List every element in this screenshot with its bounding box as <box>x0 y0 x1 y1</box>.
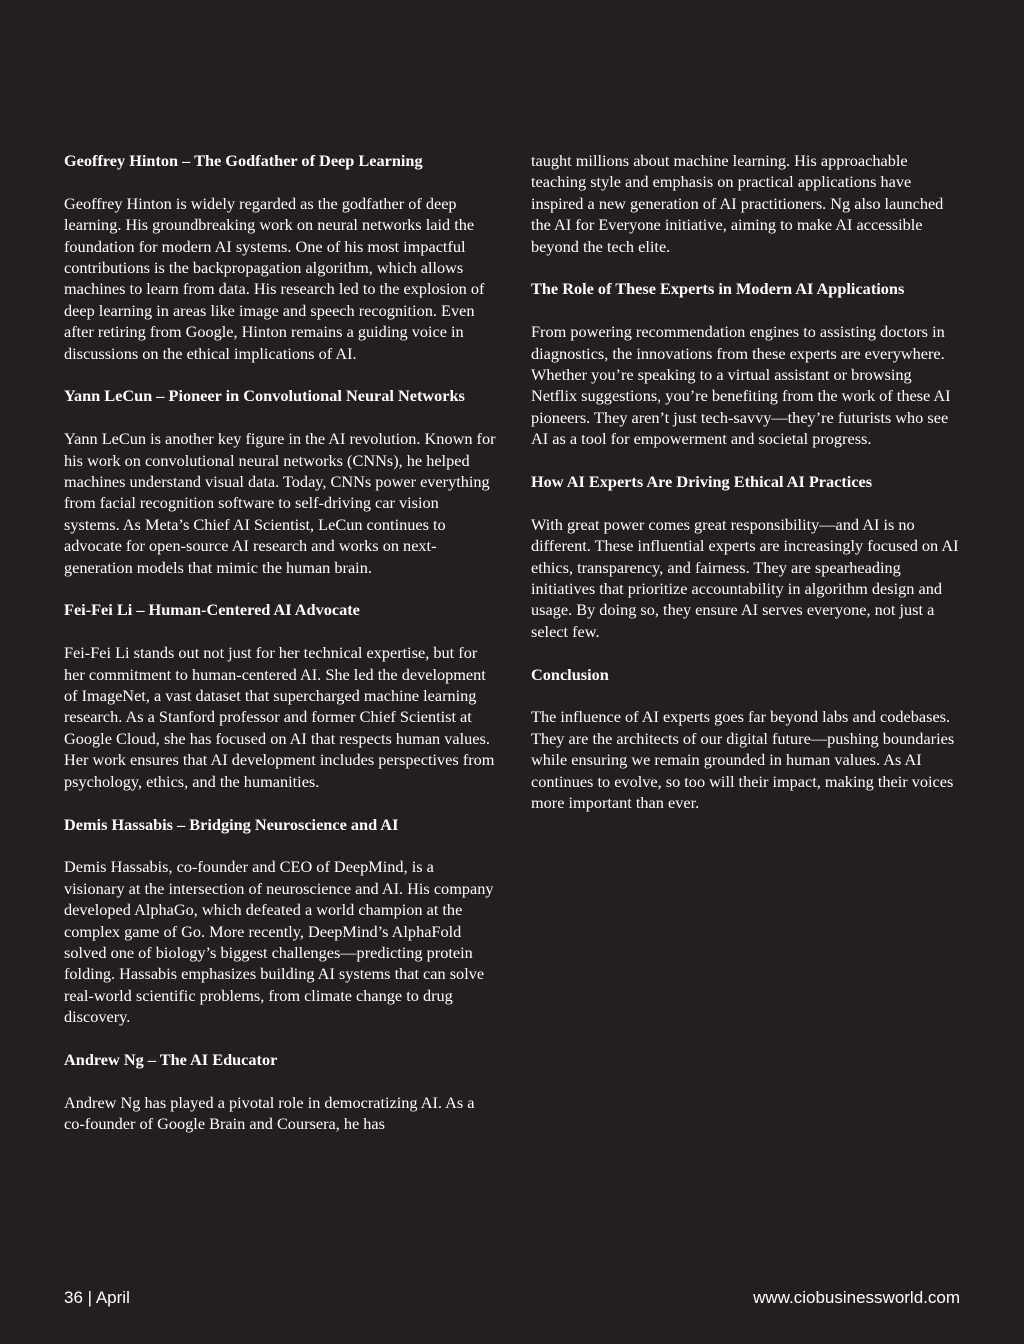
right-column <box>531 150 959 835</box>
section-body-andrew-ng: Andrew Ng has played a pivotal role in democratizing AI. As a co-founder of Google Brain and Coursera, he has <box>64 1092 475 1134</box>
section-heading-conclusion: Conclusion <box>531 664 609 684</box>
section-heading-role-of-experts: The Role of These Experts in Modern AI Applications <box>531 279 905 299</box>
left-column <box>64 150 496 1156</box>
section-body-role-of-experts: From powering recommendation engines to assisting doctors in diagnostics, the innovations from these experts are everywhere. Whether you’re speaking to a virtual assistant or browsing Netflix suggestions, you’re benefiting from the work of these AI pioneers. They aren’t just tech-savvy—they’re futurists who see AI as a tool for empowerment and societal progress. <box>531 322 951 449</box>
section-heading-ethical-ai: How AI Experts Are Driving Ethical AI Practices <box>531 472 873 492</box>
section-heading-andrew-ng: Andrew Ng – The AI Educator <box>64 1049 278 1069</box>
section-heading-lecun: Yann LeCun – Pioneer in Convolutional Neural Networks <box>64 386 465 406</box>
page-number-label: 36 | April <box>64 1288 130 1307</box>
section-heading-feifei-li: Fei-Fei Li – Human-Centered AI Advocate <box>64 600 360 620</box>
section-body-ethical-ai: With great power comes great responsibility—and AI is no different. These influential experts are increasingly focused on AI ethics, transparency, and fairness. They are spearheading initiatives that prioritize accountability in algorithm design and usage. By doing so, they ensure AI serves everyone, not just a select few. <box>531 514 959 641</box>
andrew-ng-continuation: taught millions about machine learning. His approachable teaching style and emphasis on practical applications have inspired a new generation of AI practitioners. Ng also launched the AI for Everyone initiative, aiming to make AI accessible beyond the tech elite. <box>531 151 944 256</box>
section-heading-hassabis: Demis Hassabis – Bridging Neuroscience and AI <box>64 814 399 834</box>
section-body-hassabis: Demis Hassabis, co-founder and CEO of DeepMind, is a visionary at the intersection of neuroscience and AI. His company developed AlphaGo, which defeated a world champion at the complex game of Go. More recently, DeepMind’s AlphaFold solved one of biology’s biggest challenges—predicting protein folding. Hassabis emphasizes building AI systems that can solve real-world scientific problems, from climate change to drug discovery. <box>64 857 494 1027</box>
website-url: www.ciobusinessworld.com <box>753 1288 960 1307</box>
section-body-hinton: Geoffrey Hinton is widely regarded as the godfather of deep learning. His groundbreaking work on neural networks laid the foundation for modern AI systems. One of his most impactful contributions is the backpropagation algorithm, which allows machines to learn from data. His research led to the explosion of deep learning in areas like image and speech recognition. Even after retiring from Google, Hinton remains a guiding voice in discussions on the ethical implications of AI. <box>64 193 485 363</box>
section-body-lecun: Yann LeCun is another key figure in the AI revolution. Known for his work on convolutional neural networks (CNNs), he helped machines understand visual data. Today, CNNs power everything from facial recognition software to self-driving car vision systems. As Meta’s Chief AI Scientist, LeCun continues to advocate for open-source AI research and works on next-generation models that mimic the human brain. <box>64 429 496 577</box>
section-body-conclusion: The influence of AI experts goes far beyond labs and codebases. They are the architects of our digital future—pushing boundaries while ensuring we remain grounded in human values. As AI continues to evolve, so too will their impact, making their voices more important than ever. <box>531 707 955 813</box>
section-body-feifei-li: Fei-Fei Li stands out not just for her technical expertise, but for her commitment to human-centered AI. She led the development of ImageNet, a vast dataset that supercharged machine learning research. As a Stanford professor and former Chief Scientist at Google Cloud, she has focused on AI that respects human values. Her work ensures that AI development includes perspectives from psychology, ethics, and the humanities. <box>64 643 495 791</box>
section-heading-hinton: Geoffrey Hinton – The Godfather of Deep Learning <box>64 151 423 170</box>
